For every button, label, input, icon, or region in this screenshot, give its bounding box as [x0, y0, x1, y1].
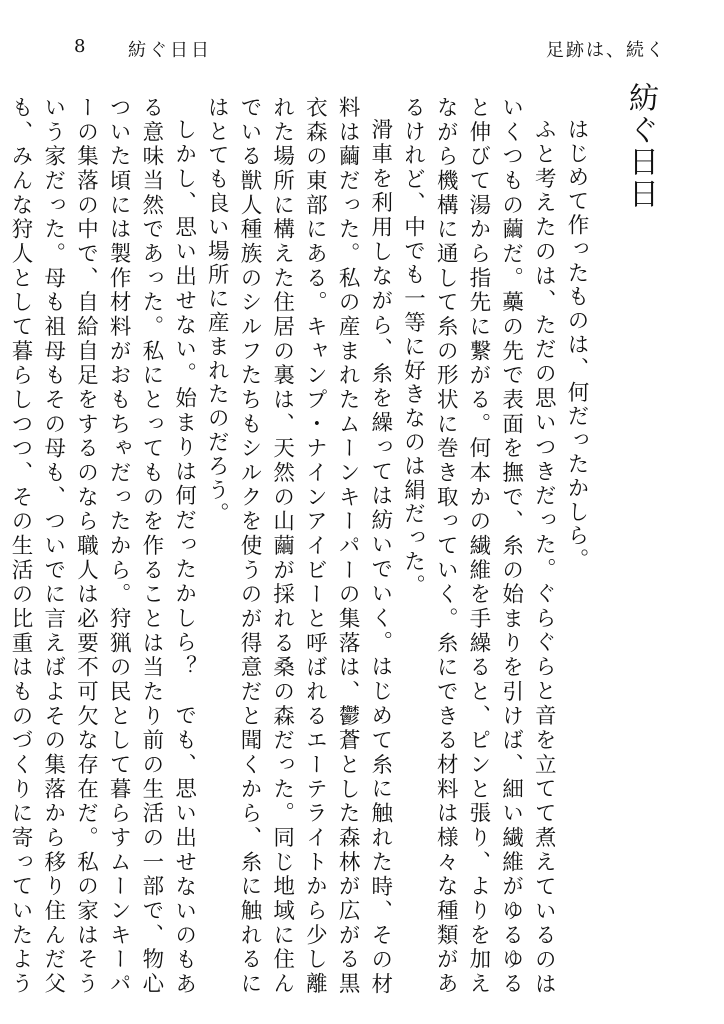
- paragraph: ふと考えたのは、ただの思いつきだった。ぐらぐらと音を立てて煮えているのはいくつもの繭だ。蘽の先で表面を撫で、糸の始まりを引けば、細い繊維がゆるゆると伸びて湯から指先に繋がる。何本かの繊維を手繰ると、ピンと張り、よりを加えながら機構に通して糸の形状に巻き取っていく。糸にできる材料は様々な種類があるけれど、中でも一等に好きなのは絹だった。: [400, 96, 557, 996]
- page-number: 8: [74, 36, 87, 57]
- paragraph: はじめて作ったものは、何だったかしら。: [564, 117, 589, 572]
- body-text: [8, 96, 592, 996]
- paragraph: しかし、思い出せない。始まりは何だったかしら？ でも、思い出せないのもある意味当然であった。私にとってものを作ることは当たり前の生活の一部で、物心ついた頃には製作材料がおもちゃだったから。狩猟の民として暮らすムーンキーパーの集落の中で、自給自足をするのなら職人は必要不可欠な存在だ。私の家はそういう家だった。母も祖母もその母も、ついでに言えばよその集落から移り住んだ父も、みんな狩人として暮らしつつ、その生活の比重はものづくりに寄っていたよう: [8, 96, 197, 996]
- running-book-title: 紡ぐ日日: [128, 40, 212, 61]
- chapter-title: 紡ぐ日日: [623, 82, 658, 210]
- running-chapter-title: 足跡は、続く: [546, 40, 666, 61]
- paragraph: 滑車を利用しながら、糸を繰っては紡いでいく。はじめて糸に触れた時、その材料は繭だった。私の産まれたムーンキーパーの集落は、鬱蒼とした森林が広がる黒衣森の東部にある。キャンプ・ナインアイビーと呼ばれるエーテライトから少し離れた場所に構えた住居の裏は、天然の山繭が採れる桑の森だった。同じ地域に住んでいる獣人種族のシルフたちもシルクを使うのが得意だと聞くから、糸に触れるにはとても良い場所に産まれたのだろう。: [204, 96, 393, 996]
